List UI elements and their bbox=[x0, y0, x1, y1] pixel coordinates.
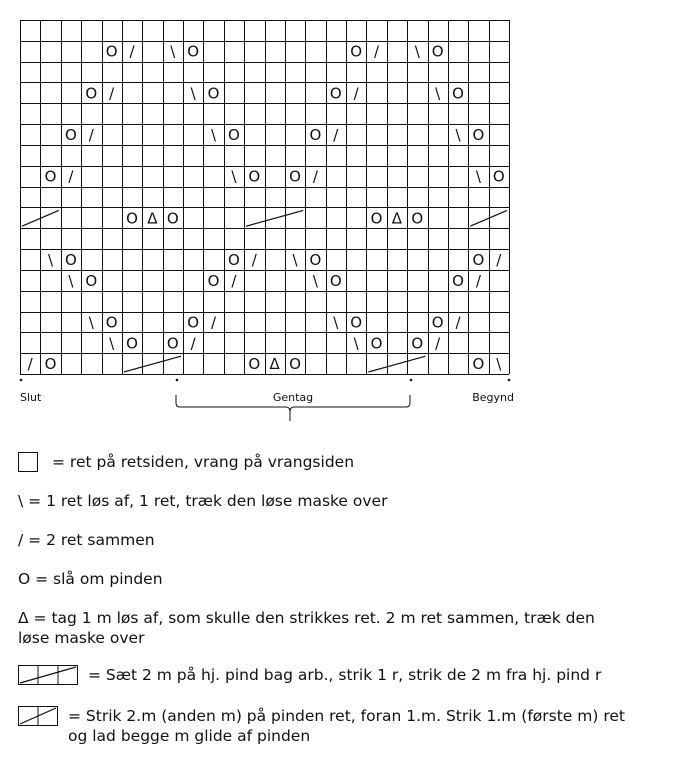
end-marker bbox=[508, 379, 511, 382]
ssk-symbol: \ bbox=[292, 250, 298, 269]
ssk-symbol: \ bbox=[475, 167, 481, 186]
k2tog-symbol: / bbox=[88, 126, 94, 145]
cable-symbol bbox=[470, 210, 507, 226]
ssk-symbol: \ bbox=[496, 355, 502, 374]
ssk-symbol: \ bbox=[455, 126, 461, 145]
double-decrease-symbol: Δ bbox=[269, 355, 280, 374]
yarn-over-symbol: O bbox=[472, 250, 485, 269]
legend-cable2-text-2: og lad begge m glide af pinden bbox=[68, 727, 311, 745]
yarn-over-symbol: O bbox=[166, 209, 179, 228]
ssk-symbol: \ bbox=[231, 167, 237, 186]
legend-yo-text: O = slå om pinden bbox=[18, 570, 163, 588]
ssk-symbol: \ bbox=[435, 84, 441, 103]
ssk-symbol: \ bbox=[109, 334, 115, 353]
double-decrease-symbol: Δ bbox=[147, 209, 158, 228]
chart-footer bbox=[20, 379, 514, 421]
repeat-start-marker bbox=[176, 379, 179, 382]
yarn-over-symbol: O bbox=[289, 167, 301, 186]
cable-3-stitch-icon bbox=[18, 665, 78, 685]
yarn-over-symbol: O bbox=[207, 84, 220, 103]
ssk-symbol: \ bbox=[333, 313, 339, 332]
yarn-over-symbol: O bbox=[248, 355, 261, 374]
k2tog-symbol: / bbox=[475, 271, 481, 290]
legend-knit-text: = ret på retsiden, vrang på vrangsiden bbox=[52, 453, 355, 471]
k2tog-symbol: / bbox=[312, 167, 318, 186]
yarn-over-symbol: O bbox=[431, 313, 444, 332]
yarn-over-symbol: O bbox=[105, 42, 118, 61]
ssk-symbol: \ bbox=[211, 126, 217, 145]
yarn-over-symbol: O bbox=[309, 126, 322, 145]
k2tog-symbol: / bbox=[353, 84, 359, 103]
yarn-over-symbol: O bbox=[126, 334, 138, 353]
yarn-over-symbol: O bbox=[411, 334, 424, 353]
yarn-over-symbol: O bbox=[248, 167, 261, 186]
yarn-over-symbol: O bbox=[85, 84, 98, 103]
ssk-symbol: \ bbox=[170, 42, 176, 61]
yarn-over-symbol: O bbox=[329, 84, 342, 103]
yarn-over-symbol: O bbox=[228, 126, 240, 145]
k2tog-symbol: / bbox=[211, 313, 217, 332]
k2tog-symbol: / bbox=[333, 126, 339, 145]
ssk-symbol: \ bbox=[68, 271, 74, 290]
yarn-over-symbol: O bbox=[452, 84, 464, 103]
yarn-over-symbol: O bbox=[166, 334, 179, 353]
cable-symbol bbox=[246, 210, 303, 226]
yarn-over-symbol: O bbox=[187, 313, 200, 332]
legend-yo bbox=[18, 569, 163, 589]
cable-symbol bbox=[124, 356, 181, 372]
yarn-over-symbol: O bbox=[411, 209, 424, 228]
ssk-symbol: \ bbox=[88, 313, 94, 332]
yarn-over-symbol: O bbox=[187, 42, 200, 61]
yarn-over-symbol: O bbox=[309, 250, 322, 269]
label-slut: Slut bbox=[20, 391, 42, 404]
cable-symbol bbox=[368, 356, 425, 372]
yarn-over-symbol: O bbox=[492, 167, 505, 186]
label-gentag: Gentag bbox=[272, 391, 314, 404]
k2tog-symbol: / bbox=[109, 84, 115, 103]
legend-delta-text-2: løse maske over bbox=[18, 629, 145, 647]
yarn-over-symbol: O bbox=[228, 250, 240, 269]
yarn-over-symbol: O bbox=[350, 313, 363, 332]
k2tog-symbol: / bbox=[455, 313, 461, 332]
yarn-over-symbol: O bbox=[472, 355, 485, 374]
yarn-over-symbol: O bbox=[431, 42, 444, 61]
yarn-over-symbol: O bbox=[85, 271, 98, 290]
yarn-over-symbol: O bbox=[65, 250, 77, 269]
k2tog-symbol: / bbox=[496, 250, 502, 269]
legend-cable2 bbox=[18, 706, 625, 746]
legend-knit bbox=[18, 452, 354, 472]
empty-square-icon bbox=[18, 452, 38, 472]
k2tog-symbol: / bbox=[231, 271, 237, 290]
yarn-over-symbol: O bbox=[350, 42, 363, 61]
legend-delta bbox=[18, 608, 595, 648]
label-begynd: Begynd bbox=[472, 391, 514, 404]
legend-ssk bbox=[18, 491, 387, 511]
k2tog-symbol: / bbox=[435, 334, 441, 353]
legend-delta-text-1: Δ = tag 1 m løs af, som skulle den strikkes ret. 2 m ret sammen, træk den bbox=[18, 609, 595, 627]
ssk-symbol: \ bbox=[48, 250, 54, 269]
k2tog-symbol: / bbox=[129, 42, 135, 61]
legend-ssk-text: \ = 1 ret løs af, 1 ret, træk den løse maske over bbox=[18, 492, 388, 510]
ssk-symbol: \ bbox=[190, 84, 196, 103]
k2tog-symbol: / bbox=[27, 355, 33, 374]
yarn-over-symbol: O bbox=[452, 271, 464, 290]
legend-cable2-text-1: = Strik 2.m (anden m) på pinden ret, foran 1.m. Strik 1.m (første m) ret bbox=[68, 707, 625, 725]
legend-cable3-text: = Sæt 2 m på hj. pind bag arb., strik 1 r, strik de 2 m fra hj. pind r bbox=[88, 666, 602, 684]
ssk-symbol: \ bbox=[414, 42, 420, 61]
yarn-over-symbol: O bbox=[44, 167, 57, 186]
yarn-over-symbol: O bbox=[329, 271, 342, 290]
yarn-over-symbol: O bbox=[105, 313, 118, 332]
k2tog-symbol: / bbox=[190, 334, 196, 353]
yarn-over-symbol: O bbox=[207, 271, 220, 290]
yarn-over-symbol: O bbox=[289, 355, 301, 374]
yarn-over-symbol: O bbox=[44, 355, 57, 374]
k2tog-symbol: / bbox=[251, 250, 257, 269]
yarn-over-symbol: O bbox=[370, 334, 383, 353]
cable-2-stitch-icon bbox=[18, 706, 58, 726]
yarn-over-symbol: O bbox=[65, 126, 77, 145]
k2tog-symbol: / bbox=[68, 167, 74, 186]
legend-k2tog-text: / = 2 ret sammen bbox=[18, 531, 155, 549]
yarn-over-symbol: O bbox=[126, 209, 138, 228]
yarn-over-symbol: O bbox=[370, 209, 383, 228]
k2tog-symbol: / bbox=[374, 42, 380, 61]
legend-cable3 bbox=[18, 665, 601, 685]
start-marker bbox=[20, 379, 23, 382]
repeat-end-marker bbox=[410, 379, 413, 382]
legend-k2tog bbox=[18, 530, 155, 550]
ssk-symbol: \ bbox=[353, 334, 359, 353]
yarn-over-symbol: O bbox=[472, 126, 485, 145]
ssk-symbol: \ bbox=[312, 271, 318, 290]
double-decrease-symbol: Δ bbox=[391, 209, 403, 228]
